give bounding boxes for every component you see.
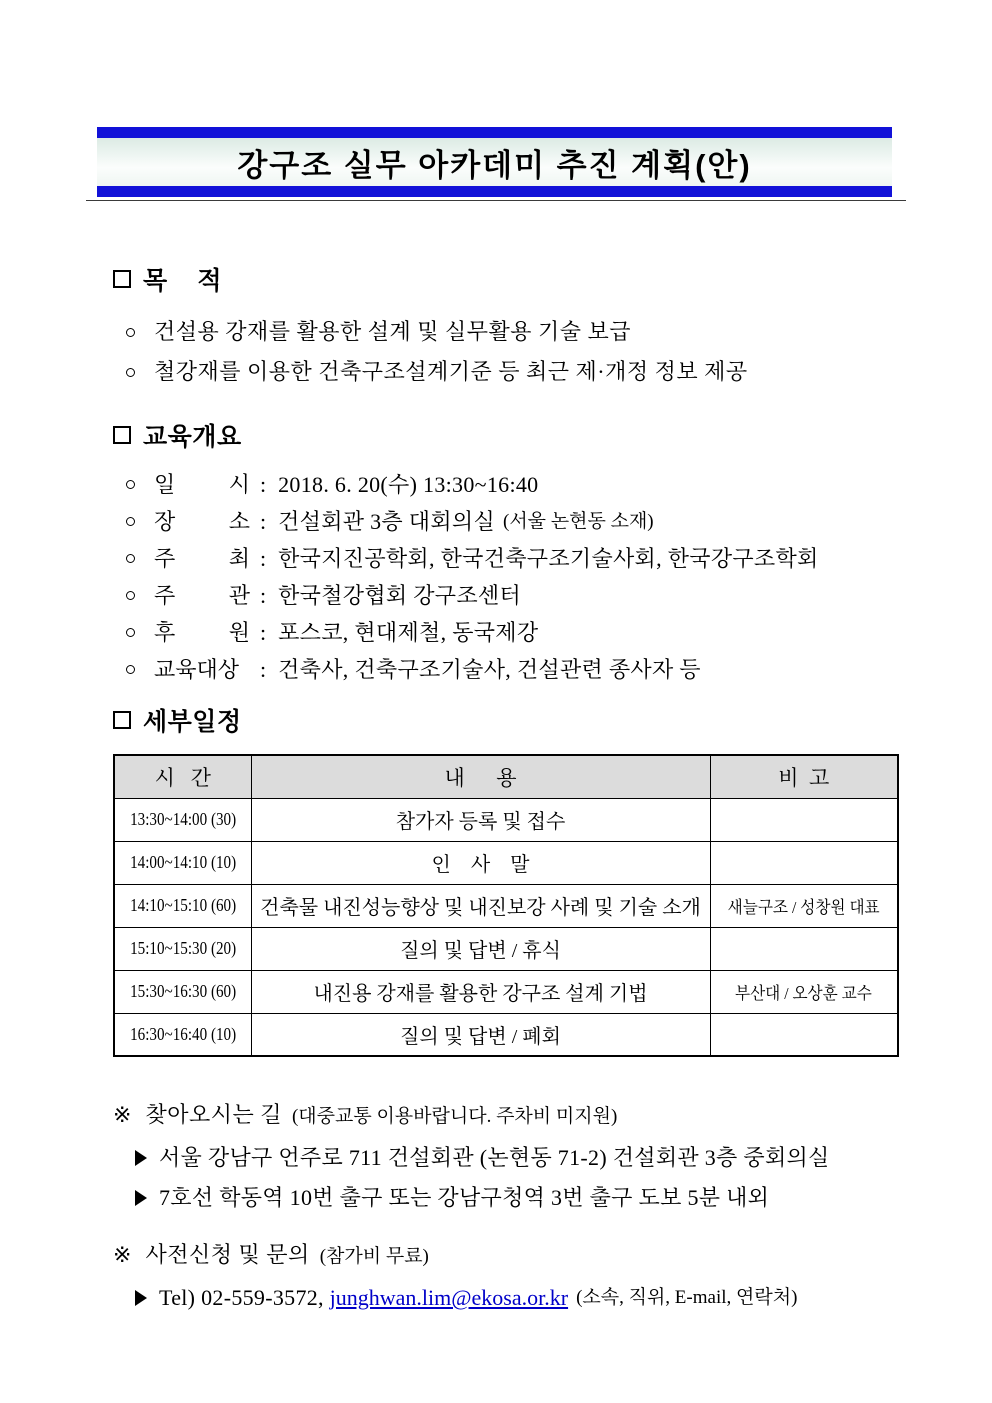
schedule-heading-label: 세부일정 (143, 708, 242, 736)
schedule-table (113, 754, 899, 1057)
section-overview (113, 417, 827, 688)
overview-item-label: 주 최 (154, 546, 250, 571)
directions-heading (113, 1098, 830, 1129)
contact-suffix: (소속, 직위, E-mail, 연락처) (576, 1287, 798, 1308)
cell-content: 참가자 등록 및 접수 (395, 811, 566, 833)
list-item (113, 614, 827, 651)
circle-bullet-icon (126, 554, 135, 563)
circle-bullet-icon (126, 328, 135, 337)
banner-bottom-bar (97, 186, 892, 197)
table-header-row (114, 755, 898, 798)
overview-item-colon: : (260, 546, 267, 571)
directions-line-text: 서울 강남구 언주로 711 건설회관 (논현동 71-2) 건설회관 3층 중회의실 (159, 1145, 830, 1170)
overview-item-value: 한국철강협회 강구조센터 (278, 583, 521, 608)
square-bullet-icon (113, 711, 131, 729)
arrow-bullet-icon (135, 1150, 147, 1166)
list-item (113, 503, 827, 540)
contact-heading-note: (참가비 무료) (319, 1246, 429, 1267)
list-item (113, 312, 748, 352)
table-row (114, 841, 898, 884)
tel-text: Tel) 02-559-3572, (159, 1285, 324, 1310)
directions-lines (113, 1138, 830, 1218)
table-row (114, 1013, 898, 1056)
table-row (114, 927, 898, 970)
schedule-heading (113, 702, 899, 738)
table-row (114, 884, 898, 927)
square-bullet-icon (113, 270, 131, 288)
purpose-heading (113, 261, 748, 297)
cell-time: 13:30~14:00 (30) (129, 809, 236, 829)
overview-item-note: (서울 논현동 소재) (503, 511, 654, 532)
cell-time: 15:30~16:30 (60) (129, 981, 236, 1001)
overview-heading-label: 교육개요 (143, 423, 242, 451)
overview-item-label: 교육대상 (154, 657, 240, 682)
banner-top-bar (97, 127, 892, 138)
cell-time: 14:10~15:10 (60) (129, 895, 236, 915)
table-row (114, 798, 898, 841)
cell-time: 14:00~14:10 (10) (129, 852, 236, 872)
page-title: 강구조 실무 아카데미 추진 계획(안) (237, 147, 752, 183)
overview-item-colon: : (260, 657, 267, 682)
list-item (113, 540, 827, 577)
arrow-bullet-icon (135, 1290, 147, 1306)
table-row (114, 970, 898, 1013)
contact-heading (113, 1238, 797, 1269)
overview-item-colon: : (260, 583, 267, 608)
overview-item-value: 건축사, 건축구조기술사, 건설관련 종사자 등 (278, 657, 701, 682)
purpose-bullets (113, 312, 748, 392)
overview-item-colon: : (260, 620, 267, 645)
directions-heading-note: (대중교통 이용바랍니다. 주차비 미지원) (291, 1106, 618, 1127)
contact-lines (113, 1278, 797, 1318)
cell-content: 질의 및 답변 / 폐회 (400, 1025, 561, 1048)
circle-bullet-icon (126, 480, 135, 489)
overview-items (113, 466, 827, 688)
column-header-time: 시 간 (114, 755, 251, 798)
contact-heading-label: 사전신청 및 문의 (145, 1242, 310, 1267)
directions-line-text: 7호선 학동역 10번 출구 또는 강남구청역 3번 출구 도보 5분 내외 (159, 1185, 770, 1210)
circle-bullet-icon (126, 628, 135, 637)
circle-bullet-icon (126, 368, 135, 377)
arrow-bullet-icon (135, 1190, 147, 1206)
cell-time: 15:10~15:30 (20) (129, 938, 236, 958)
purpose-bullet-text: 철강재를 이용한 건축구조설계기준 등 최근 제·개정 정보 제공 (154, 359, 748, 384)
section-purpose (113, 261, 748, 392)
list-item (113, 651, 827, 688)
purpose-bullet-text: 건설용 강재를 활용한 설계 및 실무활용 기술 보급 (154, 319, 632, 344)
list-item (135, 1138, 830, 1178)
list-item (113, 466, 827, 503)
overview-heading (113, 417, 827, 453)
email-link[interactable]: junghwan.lim@ekosa.or.kr (329, 1285, 569, 1310)
column-header-note: 비 고 (710, 755, 898, 798)
reference-mark-icon: ※ (113, 1102, 132, 1127)
overview-item-label: 주 관 (154, 583, 250, 608)
cell-content: 인 사 말 (431, 854, 530, 876)
banner-body (97, 138, 892, 186)
list-item (113, 577, 827, 614)
circle-bullet-icon (126, 665, 135, 674)
overview-item-label: 일 시 (154, 472, 250, 497)
overview-item-colon: : (260, 509, 267, 534)
section-directions (113, 1098, 830, 1218)
overview-item-colon: : (260, 472, 267, 497)
overview-item-value: 포스코, 현대제철, 동국제강 (278, 620, 539, 645)
circle-bullet-icon (126, 591, 135, 600)
column-header-content: 내 용 (251, 755, 710, 798)
section-contact (113, 1238, 797, 1318)
section-schedule (113, 702, 899, 1057)
overview-item-value: 2018. 6. 20(수) 13:30~16:40 (278, 472, 539, 497)
directions-heading-label: 찾아오시는 길 (145, 1102, 282, 1127)
purpose-heading-label: 목 적 (143, 267, 223, 295)
contact-tel-line (135, 1278, 797, 1318)
cell-content: 건축물 내진성능향상 및 내진보강 사례 및 기술 소개 (260, 897, 701, 919)
overview-item-value: 한국지진공학회, 한국건축구조기술사회, 한국강구조학회 (278, 546, 819, 571)
overview-item-value: 건설회관 3층 대회의실 (278, 509, 495, 534)
title-banner (97, 127, 892, 197)
cell-note: 새늘구조 / 성창원 대표 (727, 898, 880, 917)
overview-item-label: 장 소 (154, 509, 250, 534)
list-item (135, 1178, 830, 1218)
reference-mark-icon: ※ (113, 1242, 132, 1267)
list-item (113, 352, 748, 392)
cell-time: 16:30~16:40 (10) (129, 1023, 236, 1044)
overview-item-label: 후 원 (154, 620, 250, 645)
cell-content: 질의 및 답변 / 휴식 (400, 940, 561, 962)
cell-note: 부산대 / 오상훈 교수 (735, 984, 873, 1003)
circle-bullet-icon (126, 517, 135, 526)
cell-content: 내진용 강재를 활용한 강구조 설계 기법 (313, 983, 648, 1005)
square-bullet-icon (113, 426, 131, 444)
banner-underline (86, 200, 906, 201)
